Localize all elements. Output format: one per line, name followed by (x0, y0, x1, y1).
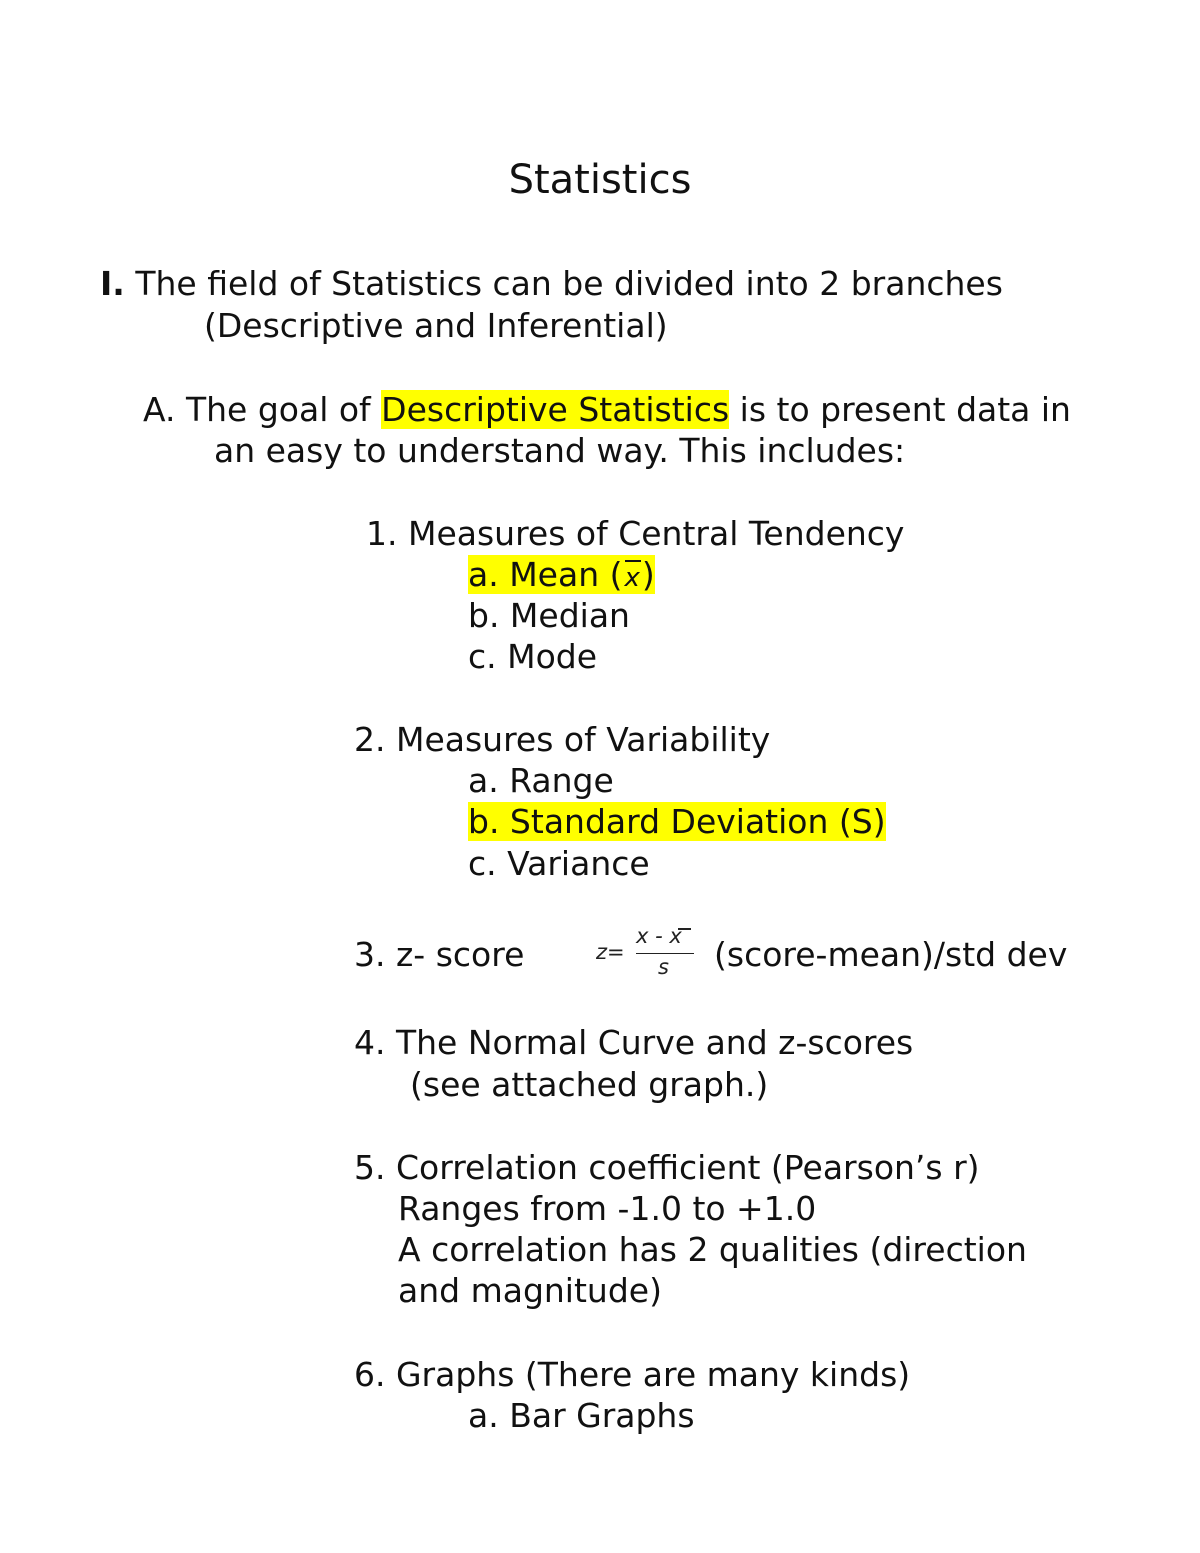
x-bar-symbol: x (622, 558, 641, 599)
mean-highlight (468, 555, 655, 594)
item-1a-mean (468, 554, 655, 599)
item-5-line-2: Ranges from -1.0 to +1.0 (398, 1189, 817, 1228)
item-4-heading: 4. The Normal Curve and z-scores (354, 1023, 914, 1062)
standard-deviation-highlight: b. Standard Deviation (S) (468, 802, 886, 841)
descriptive-statistics-highlight: Descriptive Statistics (381, 390, 730, 429)
page-title: Statistics (508, 157, 692, 203)
formula-denominator: s (658, 955, 669, 979)
subsection-a-line-1 (143, 389, 1071, 430)
subsection-a-suffix: is to present data in (729, 390, 1071, 429)
item-2a-range: a. Range (468, 761, 614, 800)
item-6a-bar-graphs: a. Bar Graphs (468, 1396, 695, 1435)
formula-numerator (636, 924, 682, 948)
section-1-text: The field of Statistics can be divided into 2 branches (135, 264, 1003, 303)
item-1-heading: 1. Measures of Central Tendency (366, 514, 905, 553)
item-5-heading: 5. Correlation coefficient (Pearson’s r) (354, 1148, 980, 1187)
item-1b-median: b. Median (468, 596, 630, 635)
subsection-a-line-2: an easy to understand way. This includes: (214, 431, 906, 470)
item-3-description: (score-mean)/std dev (714, 935, 1068, 974)
item-3-heading: 3. z- score (354, 935, 525, 974)
mean-close-paren: ) (641, 555, 655, 594)
formula-z: z= (596, 940, 625, 964)
mean-label: a. Mean ( (468, 555, 623, 594)
section-1-line-1 (100, 263, 1003, 304)
item-2c-variance: c. Variance (468, 844, 650, 883)
item-2-heading: 2. Measures of Variability (354, 720, 771, 759)
item-6-heading: 6. Graphs (There are many kinds) (354, 1355, 911, 1394)
z-score-formula (596, 924, 706, 984)
formula-numerator-text: x - x (636, 924, 682, 948)
formula-fraction-line (636, 953, 694, 954)
subsection-a-prefix: A. The goal of (143, 390, 382, 429)
section-numeral: I. (100, 264, 125, 303)
item-1c-mode: c. Mode (468, 637, 598, 676)
item-4-note: (see attached graph.) (410, 1065, 769, 1104)
item-5-line-4: and magnitude) (398, 1271, 662, 1310)
section-1-line-2: (Descriptive and Inferential) (204, 306, 668, 345)
formula-mean-bar (678, 928, 691, 930)
item-5-line-3: A correlation has 2 qualities (direction (398, 1230, 1027, 1269)
item-2b-standard-deviation (468, 801, 886, 842)
